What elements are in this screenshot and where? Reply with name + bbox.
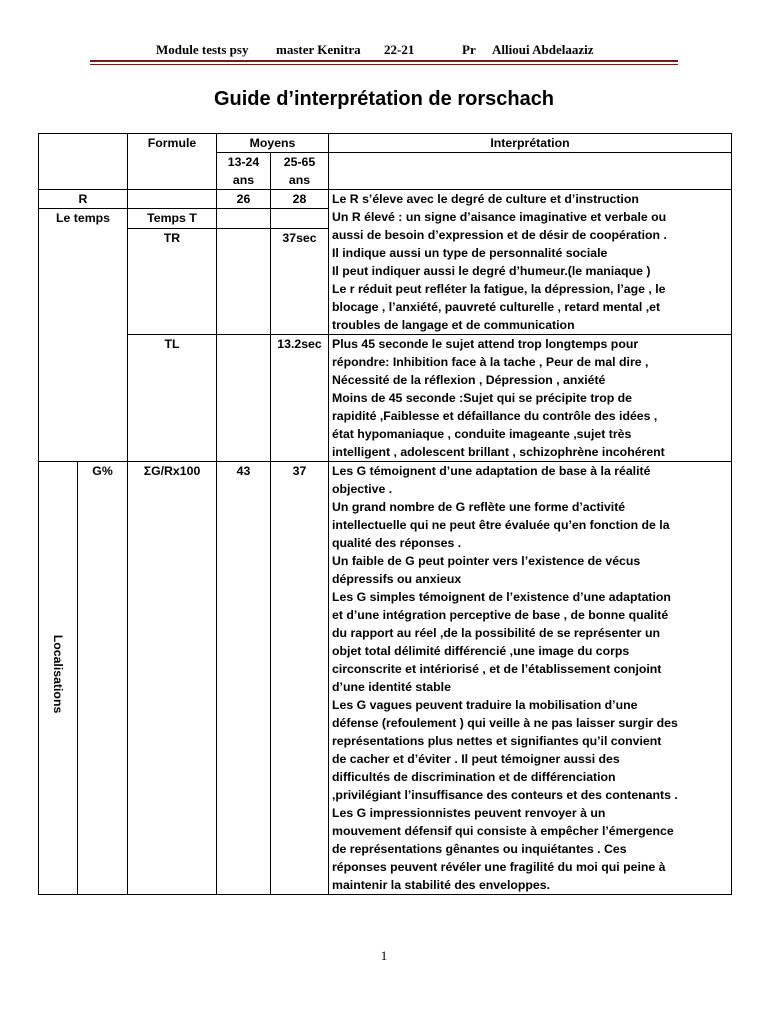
interp-r-cell — [329, 190, 732, 335]
header-interpretation: Interprétation — [329, 134, 732, 153]
interp-tl-line: Moins de 45 seconde :Sujet qui se précipite trop de — [332, 391, 632, 405]
table-row-r — [39, 190, 732, 209]
interp-g-line: de représentations gênantes ou inquiétantes . Ces — [332, 842, 627, 856]
interp-g-line: intellectuelle qui ne peut être évaluée qu’en fonction de la — [332, 518, 670, 532]
interp-r-line: Un R élevé : un signe d’aisance imaginative et verbale ou — [332, 210, 667, 224]
table-header-row — [39, 134, 732, 153]
interp-r-line: blocage , l’anxiété, pauvreté culturelle , retard mental ,et — [332, 300, 661, 314]
header-age-25-65: 25-65 ans — [271, 153, 329, 190]
interp-r-line: Il peut indiquer aussi le degré d’humeur.(le maniaque ) — [332, 264, 651, 278]
interp-g-line: maintenir la stabilité des enveloppes. — [332, 878, 551, 892]
row-g-mean-25-65: 37 — [271, 462, 329, 895]
table-row-g — [39, 462, 732, 895]
interp-g-line: Les G témoignent d’une adaptation de base à la réalité — [332, 464, 651, 478]
interp-g-line: représentations plus nettes et signifiantes qu’il convient — [332, 734, 662, 748]
header-formule: Formule — [128, 134, 217, 190]
row-temps-formule: Temps T — [128, 209, 217, 229]
interp-r-line: aussi de besoin d’expression et de désir de coopération . — [332, 228, 667, 242]
interp-tl-line: Plus 45 seconde le sujet attend trop longtemps pour — [332, 337, 639, 351]
interp-g-line: d’une identité stable — [332, 680, 451, 694]
interp-g-line: objet total délimité différencié ,une image du corps — [332, 644, 630, 658]
interp-tl-line: état hypomaniaque , conduite imageante ,sujet très — [332, 427, 632, 441]
interp-g-line: de cacher et d’éviter . Il peut témoigner aussi des — [332, 752, 620, 766]
interp-tl-line: rapidité ,Faiblesse et défaillance du contrôle des idées , — [332, 409, 658, 423]
interp-r-line: Le r réduit peut refléter la fatigue, la dépression, l’age , le — [332, 282, 666, 296]
interp-r-line: Il indique aussi un type de personnalité sociale — [332, 246, 608, 260]
localisations-group-cell — [39, 462, 78, 895]
interp-g-line: difficultés de discrimination et de différenciation — [332, 770, 616, 784]
row-r-label: R — [39, 190, 128, 209]
header-rule-thin — [90, 64, 678, 65]
interp-g-line: mouvement défensif qui consiste à empêcher l’émergence — [332, 824, 674, 838]
header-year: 22-21 — [384, 42, 415, 57]
interp-g-cell — [329, 462, 732, 895]
empty-header-cell — [39, 134, 128, 190]
interp-g-line: objective . — [332, 482, 393, 496]
row-tr-formule: TR — [128, 229, 217, 335]
row-tl-formule: TL — [128, 335, 217, 462]
interp-r-line: Le R s’éleve avec le degré de culture et d’instruction — [332, 192, 639, 206]
header-master: master Kenitra — [276, 42, 361, 57]
row-temps-mean-25-65 — [271, 209, 329, 229]
row-tr-mean-25-65: 37sec — [271, 229, 329, 335]
row-temps-label: Le temps — [39, 209, 128, 462]
interp-tl-line: Nécessité de la réflexion , Dépression , anxiété — [332, 373, 606, 387]
interp-g-line: et d’une intégration perceptive de base , de bonne qualité — [332, 608, 669, 622]
row-temps-mean-13-24 — [217, 209, 271, 229]
page-title: Guide d’interprétation de rorschach — [213, 88, 555, 110]
interp-g-line: Les G simples témoignent de l’existence d’une adaptation — [332, 590, 671, 604]
interp-g-line: dépressifs ou anxieux — [332, 572, 462, 586]
interp-g-line: défense (refoulement ) qui veille à ne pas laisser surgir des — [332, 716, 678, 730]
localisations-label: Localisations — [51, 634, 65, 714]
interp-g-line: Les G vagues peuvent traduire la mobilisation d’une — [332, 698, 638, 712]
interp-g-line: Les G impressionnistes peuvent renvoyer à un — [332, 806, 606, 820]
table-row-tl — [39, 335, 732, 462]
header-age-13-24: 13-24 ans — [217, 153, 271, 190]
row-g-mean-13-24: 43 — [217, 462, 271, 895]
page-number: 1 — [380, 948, 388, 963]
interp-g-line: qualité des réponses . — [332, 536, 462, 550]
row-g-formule: ΣG/Rx100 — [128, 462, 217, 895]
interp-tl-cell — [329, 335, 732, 462]
interp-tl-line: répondre: Inhibition face à la tache , Peur de mal dire , — [332, 355, 649, 369]
header-module: Module tests psy — [156, 42, 249, 57]
header-moyens: Moyens — [217, 134, 329, 153]
interp-r-line: troubles de langage et de communication — [332, 318, 575, 332]
header-prof-name: Allioui Abdelaaziz — [492, 42, 594, 57]
row-g-label: G% — [78, 462, 128, 895]
interp-g-line: du rapport au réel ,de la possibilité de se représenter un — [332, 626, 661, 640]
row-r-mean-13-24: 26 — [217, 190, 271, 209]
interpretation-table — [38, 133, 732, 895]
interp-g-line: Un grand nombre de G reflète une forme d’activité — [332, 500, 626, 514]
interp-g-line: réponses peuvent révéler une fragilité du moi qui peine à — [332, 860, 666, 874]
row-r-mean-25-65: 28 — [271, 190, 329, 209]
interp-g-line: Un faible de G peut pointer vers l’existence de vécus — [332, 554, 641, 568]
row-r-formule — [128, 190, 217, 209]
interp-tl-line: intelligent , adolescent brillant , schizophrène incohérent — [332, 445, 665, 459]
interp-g-line: ,privilégiant l’insuffisance des conteurs et des contenants . — [332, 788, 678, 802]
header-prof-title: Pr — [462, 42, 476, 57]
row-tl-mean-25-65: 13.2sec — [271, 335, 329, 462]
row-tl-mean-13-24 — [217, 335, 271, 462]
interp-g-line: circonscrite et intériorisé , et de l’établissement conjoint — [332, 662, 662, 676]
row-tr-mean-13-24 — [217, 229, 271, 335]
empty-interp-header — [329, 153, 732, 190]
header-rule-thick — [90, 60, 678, 62]
